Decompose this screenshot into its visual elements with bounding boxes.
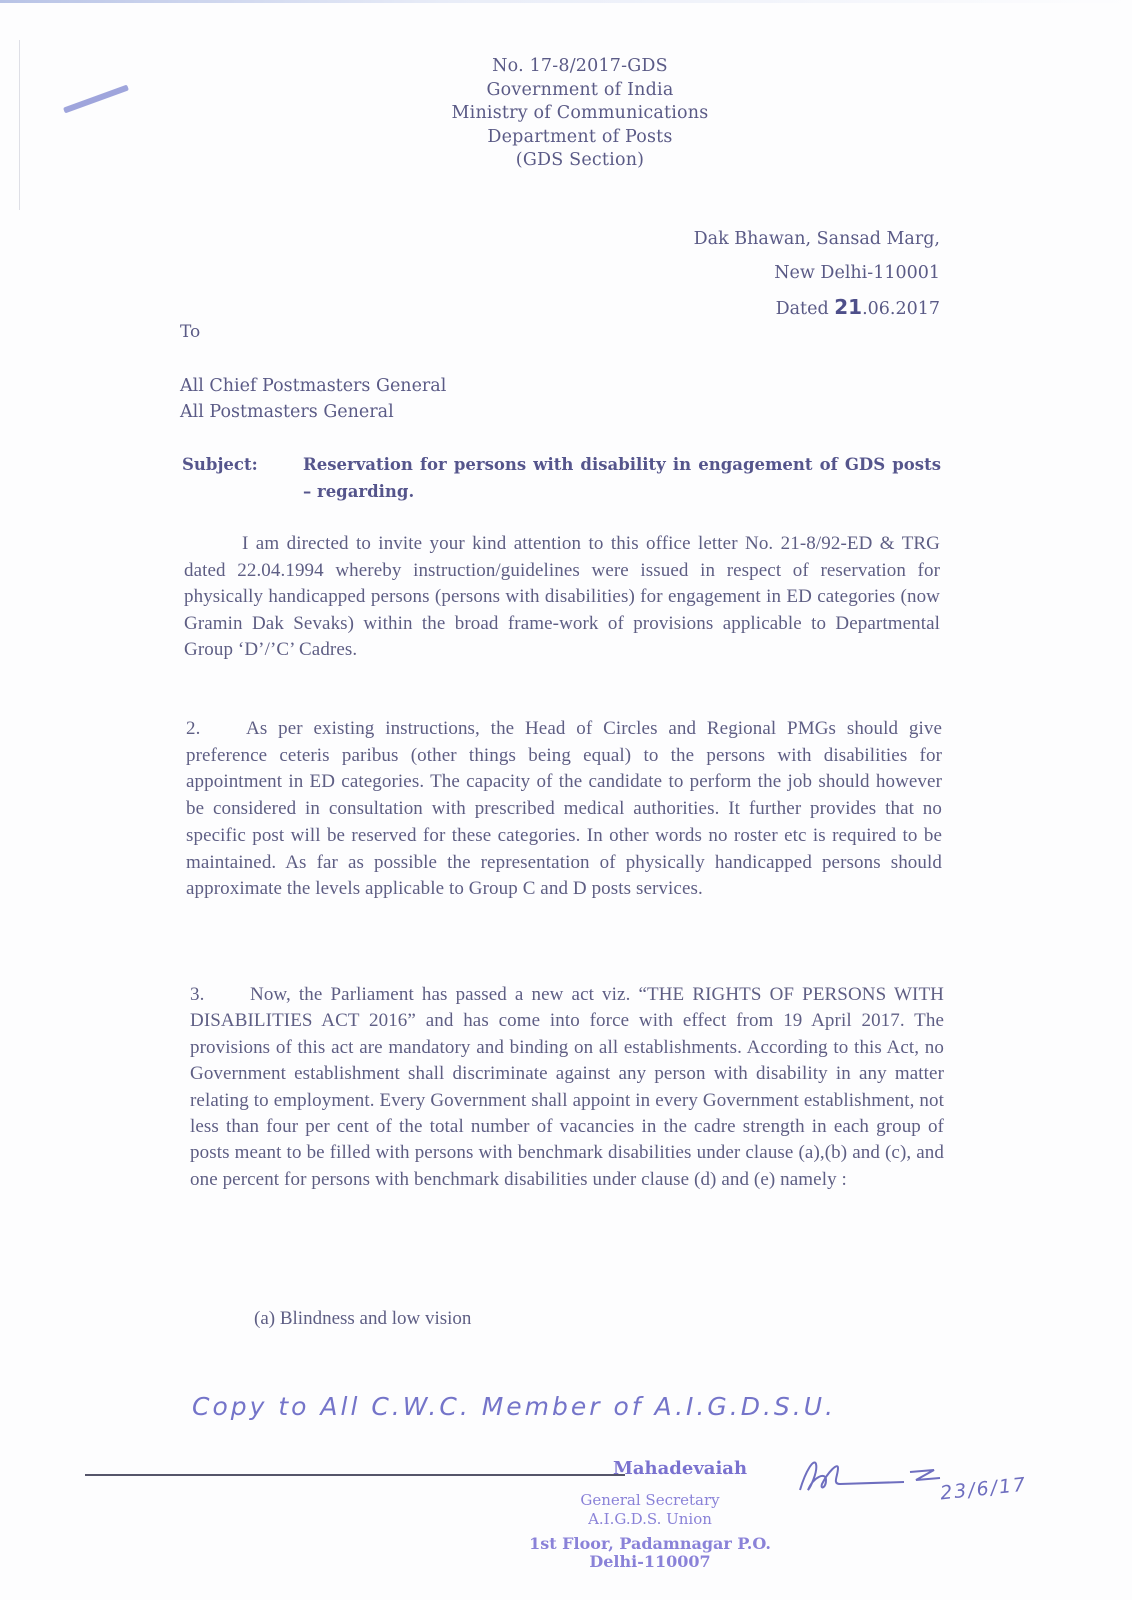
- signature-icon: [792, 1450, 942, 1500]
- to-label: To: [180, 322, 201, 342]
- paragraph-2: [186, 716, 942, 903]
- signature-date: 23/6/17: [939, 1473, 1029, 1505]
- paragraph-2-text: As per existing instructions, the Head of Circles and Regional PMGs should give preference ceteris paribus (other things being equal) to the persons with disabilities for appointment in ED categories. The capacity of the candidate to perform the job should however be considered in consultation with prescribed medical authorities. It further provides that no specific post will be reserved for these categories. In other words no roster etc is required to be maintained. As far as possible the representation of physically handicapped persons should approximate the levels applicable to Group C and D posts services.: [186, 718, 942, 900]
- list-item: (a) Blindness and low vision: [254, 1308, 472, 1329]
- union-stamp: [520, 1458, 780, 1571]
- paragraph-3-text: Now, the Parliament has passed a new act viz. “THE RIGHTS OF PERSONS WITH DISABILITIES ACT 2016” and has come into force with effect from 19 April 2017. The provisions of this act are mandatory and binding on all establishments. According to this Act, no Government establishment shall discriminate against any person with disability in any matter relating to employment. Every Government shall appoint in every Government establishment, not less than four per cent of the total number of vacancies in the cadre strength in each group of posts meant to be filled with persons with benchmark disabilities under clause (a),(b) and (c), and one percent for persons with benchmark disabilities under clause (d) and (e) namely :: [190, 984, 944, 1190]
- handwritten-note: Copy to All C.W.C. Member of A.I.G.D.S.U.: [192, 1392, 836, 1421]
- recipient: All Postmasters General: [180, 402, 394, 422]
- scan-edge: [0, 0, 1132, 3]
- date-line: [600, 290, 940, 326]
- stamp-name: Mahadevaiah: [612, 1458, 748, 1479]
- address-line-1: Dak Bhawan, Sansad Marg,: [693, 229, 940, 249]
- dated-rest: .06.2017: [862, 299, 940, 319]
- stamp-org: A.I.G.D.S. Union: [588, 1510, 712, 1528]
- subject-label: Subject:: [182, 455, 258, 474]
- section-name: (GDS Section): [515, 150, 645, 170]
- paragraph-1: [184, 531, 940, 664]
- paragraph-number: 2.: [186, 718, 201, 739]
- ministry-name: Ministry of Communications: [451, 103, 709, 123]
- paragraph-3: [190, 982, 944, 1193]
- paragraph-1-text: I am directed to invite your kind attention to this office letter No. 21-8/92-ED & TRG dated 22.04.1994 whereby instruction/guidelines were issued in respect of reservation for physically handicapped persons (persons with disabilities) for engagement in ED categories (now Gramin Dak Sevaks) within the broad frame-work of provisions applicable to Departmental Group ‘D’/’C’ Cadres.: [184, 533, 940, 660]
- sender-address: [600, 222, 940, 326]
- recipient: All Chief Postmasters General: [180, 376, 447, 396]
- stamp-address: [520, 1535, 780, 1571]
- address-line-2: New Delhi-110001: [774, 263, 940, 283]
- margin-line: [19, 40, 20, 210]
- pen-mark-icon: [63, 85, 129, 114]
- letter-header: [420, 55, 740, 173]
- paragraph-number: 3.: [190, 984, 205, 1005]
- stamp-address-2: Delhi-110007: [589, 1552, 711, 1571]
- dated-day: 21: [834, 295, 863, 319]
- government-name: Government of India: [486, 79, 674, 100]
- stamp-role-text: General Secretary: [580, 1491, 720, 1509]
- stamp-address-1: 1st Floor, Padamnagar P.O.: [529, 1534, 771, 1553]
- recipients: [180, 373, 446, 425]
- file-number: No. 17-8/2017-GDS: [492, 56, 668, 76]
- dated-label: Dated: [775, 299, 835, 319]
- subject-text: Reservation for persons with disability in engagement of GDS posts – regarding.: [303, 455, 941, 501]
- department-name: Department of Posts: [487, 126, 673, 147]
- stamp-role: [520, 1491, 780, 1529]
